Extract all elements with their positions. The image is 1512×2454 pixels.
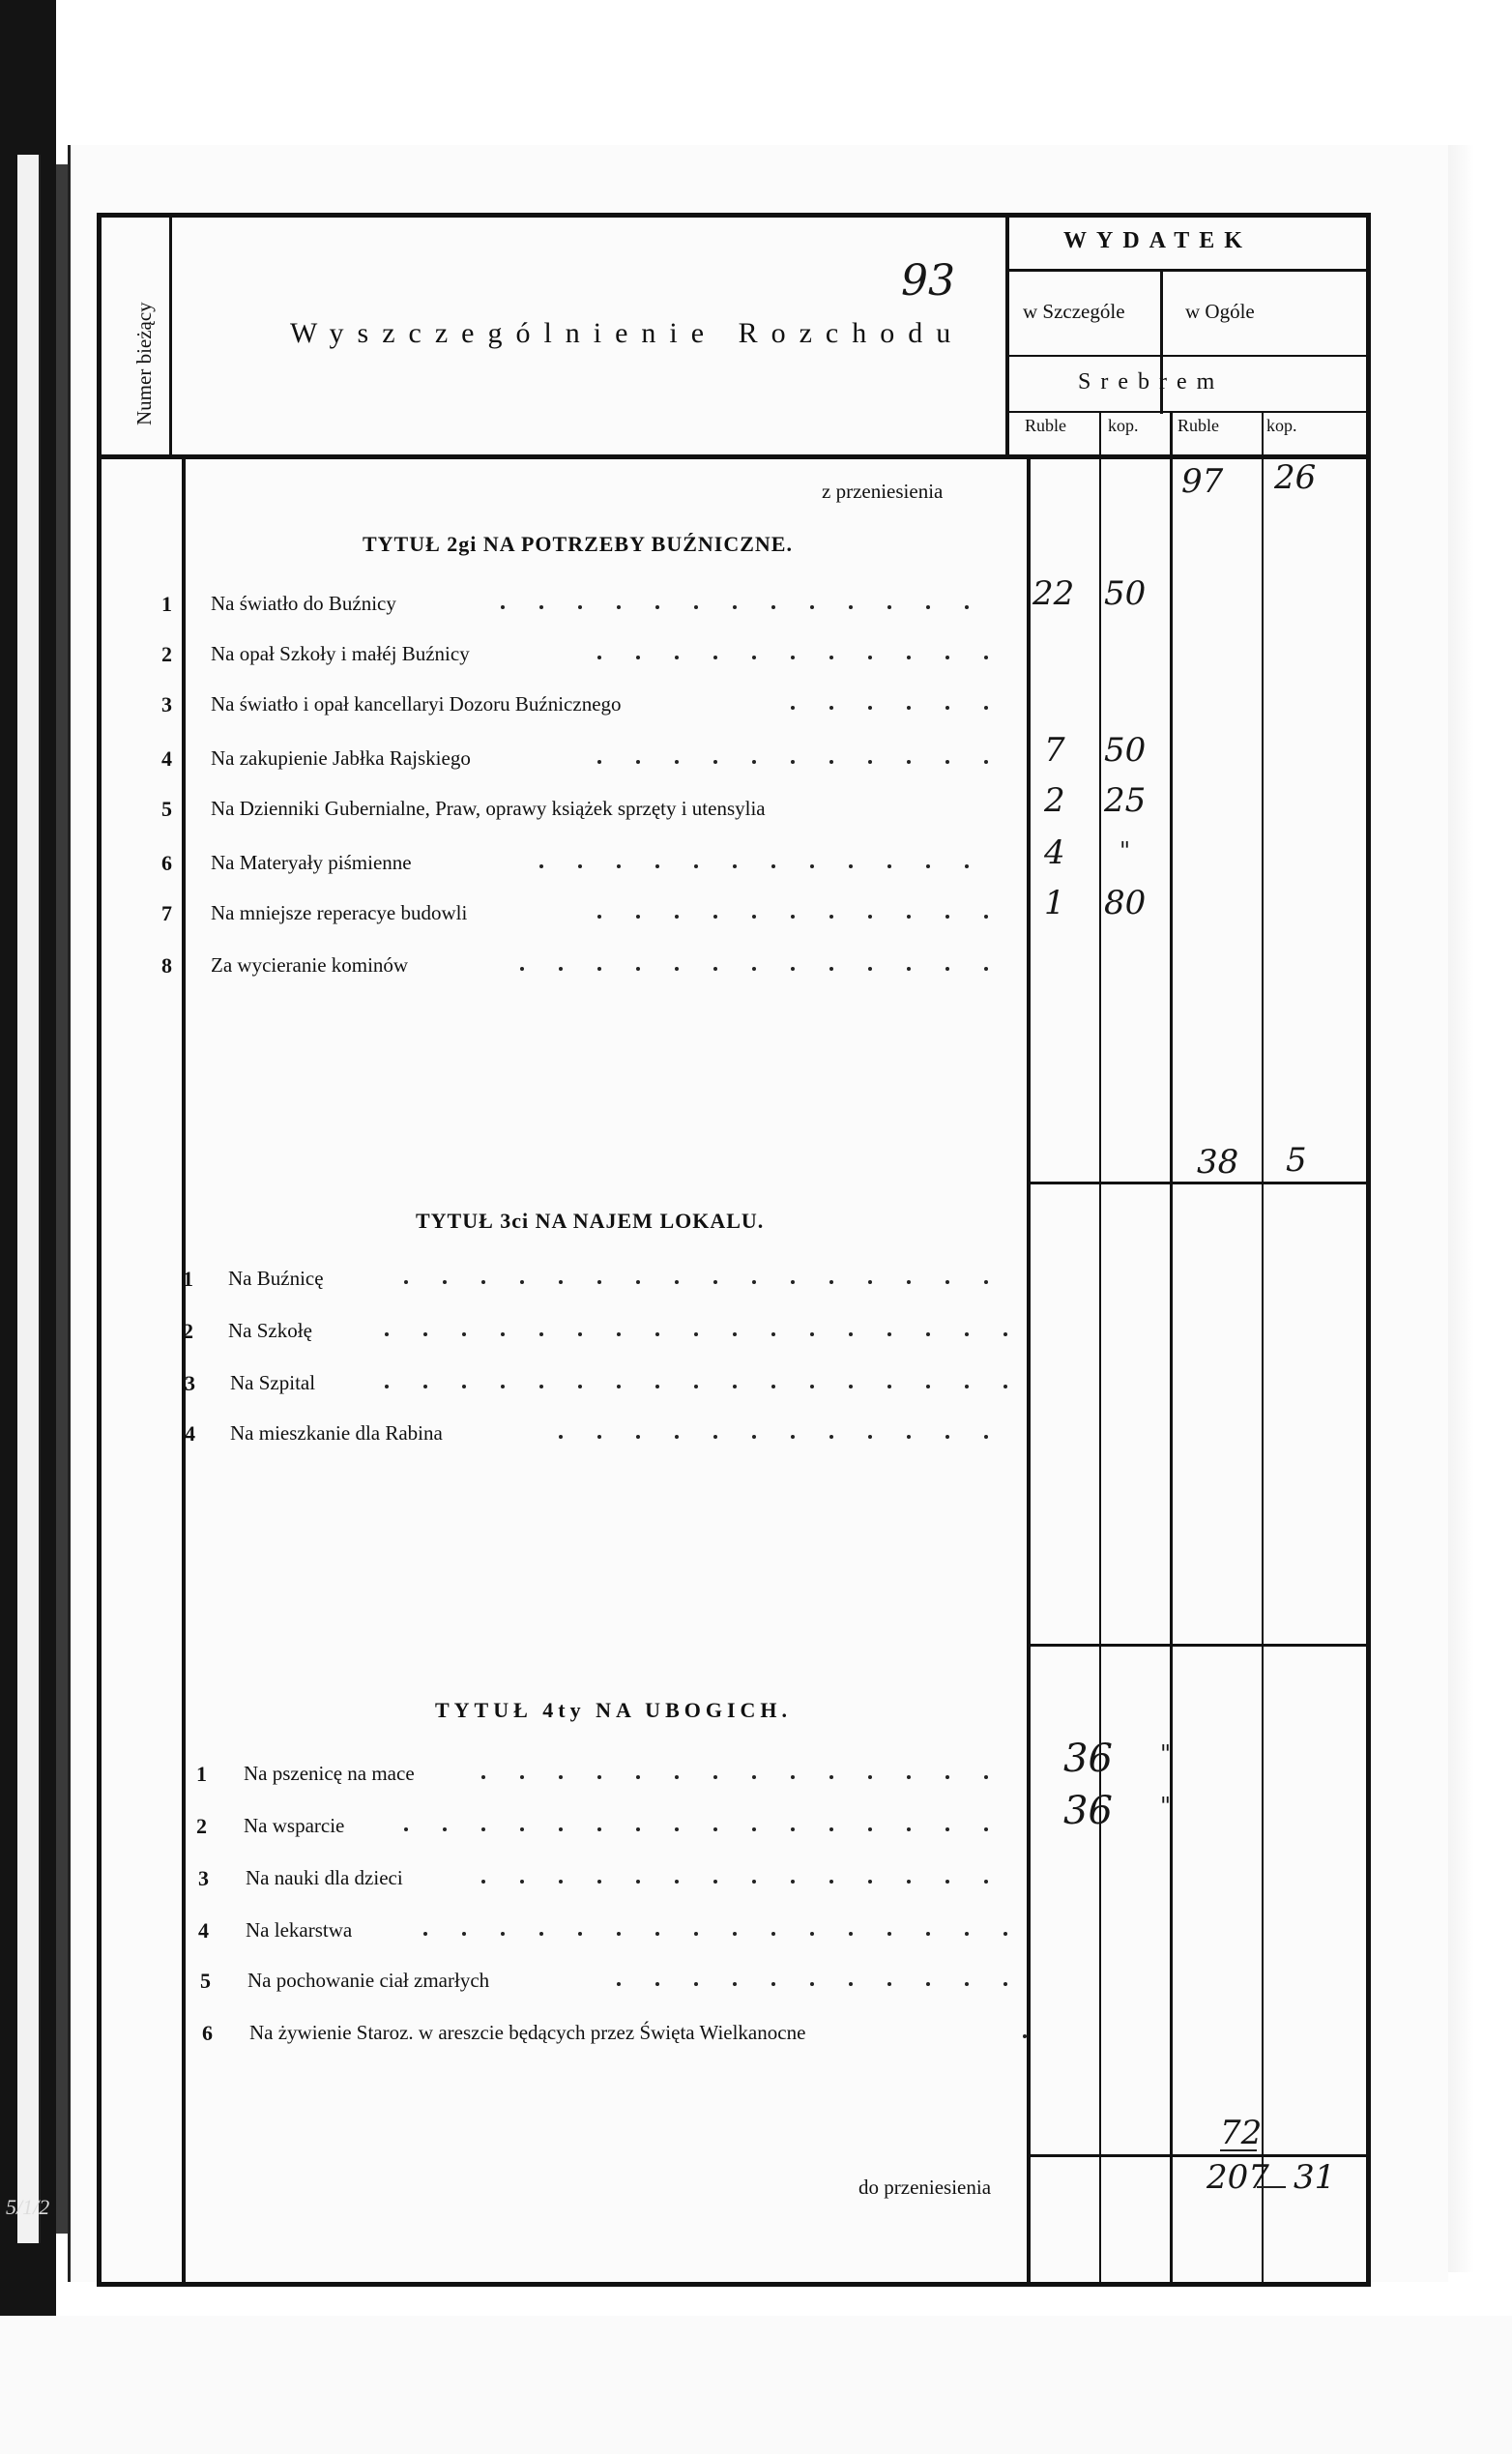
carry-in-ruble: 97 — [1181, 462, 1224, 501]
section-4-title: TYTUŁ 4ty NA UBOGICH. — [435, 1698, 793, 1722]
item-ruble: 36 — [1063, 1789, 1113, 1833]
item-number: 2 — [183, 1319, 193, 1343]
item-text: Na zakupienie Jabłka Rajskiego — [211, 746, 471, 770]
carry-in-label: z przeniesienia — [822, 480, 944, 503]
item-number: 8 — [161, 953, 172, 978]
item-kop: " — [1119, 837, 1131, 864]
item-text: Na światło i opał kancellaryi Dozoru Buźnicznego — [211, 692, 622, 716]
item-ruble: 7 — [1044, 731, 1065, 770]
item-number: 5 — [161, 797, 172, 821]
item-number: 7 — [161, 901, 172, 925]
item-number: 3 — [185, 1371, 195, 1395]
item-kop: " — [1160, 1740, 1172, 1767]
item-ruble: 1 — [1044, 884, 1065, 922]
item-number: 1 — [183, 1267, 193, 1291]
item-number: 4 — [185, 1421, 195, 1446]
section-2-total-kop: 5 — [1286, 1141, 1307, 1180]
item-text: Na mniejsze reperacye budowli — [211, 901, 468, 924]
section-3-title: TYTUŁ 3ci NA NAJEM LOKALU. — [416, 1209, 765, 1233]
item-text: Na światło do Buźnicy — [211, 592, 396, 615]
page-gutter — [56, 164, 68, 2234]
section-4-total-ruble: 72 — [1220, 2114, 1263, 2152]
item-kop: 80 — [1104, 884, 1147, 922]
section-2-title: TYTUŁ 2gi NA POTRZEBY BUŹNICZNE. — [363, 532, 793, 556]
section-4-total-rule — [1027, 2154, 1371, 2157]
carry-in-kop: 26 — [1274, 458, 1317, 497]
ruble-header-1: Ruble — [1025, 416, 1066, 435]
item-text: Na Buźnicę — [228, 1267, 324, 1290]
item-kop: 25 — [1104, 781, 1147, 820]
szczegole-rule — [1009, 355, 1371, 357]
desc-header: Wyszczególnienie Rozchodu — [290, 317, 965, 349]
carry-out-ruble: 207 — [1207, 2158, 1269, 2197]
kop-header-2: kop. — [1266, 416, 1297, 435]
item-number: 1 — [196, 1762, 207, 1786]
item-text: Na pszenicę na mace — [244, 1762, 415, 1785]
item-text: Na żywienie Staroz. w areszcie będących przez Święta Wielkanocne — [249, 2021, 806, 2044]
item-kop: 50 — [1104, 574, 1147, 613]
page-number: 93 — [901, 256, 955, 306]
item-text: Na lekarstwa — [246, 1918, 353, 1942]
item-text: Na opał Szkoły i małéj Buźnicy — [211, 642, 470, 665]
desc-col-rule — [1027, 459, 1031, 2287]
item-number: 1 — [161, 592, 172, 616]
item-ruble: 22 — [1032, 574, 1075, 613]
item-number: 3 — [198, 1866, 209, 1890]
item-number: 5 — [200, 1969, 211, 1993]
section-2-total-rule — [1027, 1182, 1371, 1184]
item-kop: " — [1160, 1793, 1172, 1820]
srebrem-rule — [1009, 411, 1371, 413]
srebrem-header: Srebrem — [1078, 369, 1225, 394]
col-num-header: Numer bieżący — [132, 302, 156, 425]
item-text: Za wycieranie kominów — [211, 953, 409, 977]
item-text: Na nauki dla dzieci — [246, 1866, 403, 1889]
item-number: 4 — [161, 746, 172, 771]
section-3-total-rule — [1027, 1644, 1371, 1647]
item-number: 6 — [161, 851, 172, 875]
item-text: Na wsparcie — [244, 1814, 345, 1837]
num-col-rule-head — [169, 213, 172, 454]
item-number: 6 — [202, 2021, 213, 2045]
ruble-kop-rule-2 — [1262, 411, 1264, 2287]
previous-page-edge — [17, 155, 41, 2243]
ruble-kop-rule-1 — [1099, 411, 1101, 2287]
header-rule — [97, 454, 1371, 459]
item-text: Na Dzienniki Gubernialne, Praw, oprawy książek sprzęty i utensylia — [211, 797, 766, 820]
item-number: 2 — [161, 642, 172, 666]
item-number: 2 — [196, 1814, 207, 1838]
section-2-total-ruble: 38 — [1197, 1143, 1239, 1182]
item-text: Na pochowanie ciał zmarłych — [247, 1969, 490, 1992]
item-ruble: 4 — [1044, 833, 1065, 872]
carry-out-label: do przeniesienia — [858, 2176, 992, 2199]
item-text: Na mieszkanie dla Rabina — [230, 1421, 443, 1445]
item-text: Na Szpital — [230, 1371, 316, 1394]
ruble-header-2: Ruble — [1178, 416, 1219, 435]
ogole-header: w Ogóle — [1185, 300, 1255, 323]
carry-out-kop: 31 — [1294, 2158, 1336, 2197]
wydatek-rule — [1009, 269, 1371, 272]
wydatek-header: WYDATEK — [1063, 228, 1252, 253]
kop-header-1: kop. — [1108, 416, 1139, 435]
item-text: Na Materyały piśmienne — [211, 851, 412, 874]
item-ruble: 2 — [1044, 781, 1065, 820]
margin-note: 5/1/2 — [6, 2195, 50, 2219]
item-text: Na Szkołę — [228, 1319, 312, 1342]
desc-col-rule-head — [1005, 213, 1009, 454]
item-number: 3 — [161, 692, 172, 716]
item-number: 4 — [198, 1918, 209, 1943]
szczegole-total-rule — [1170, 411, 1173, 2287]
item-ruble: 36 — [1063, 1737, 1113, 1781]
bottom-margin — [0, 2316, 1512, 2454]
item-kop: 50 — [1104, 731, 1147, 770]
szczegole-header: w Szczególe — [1023, 300, 1125, 323]
